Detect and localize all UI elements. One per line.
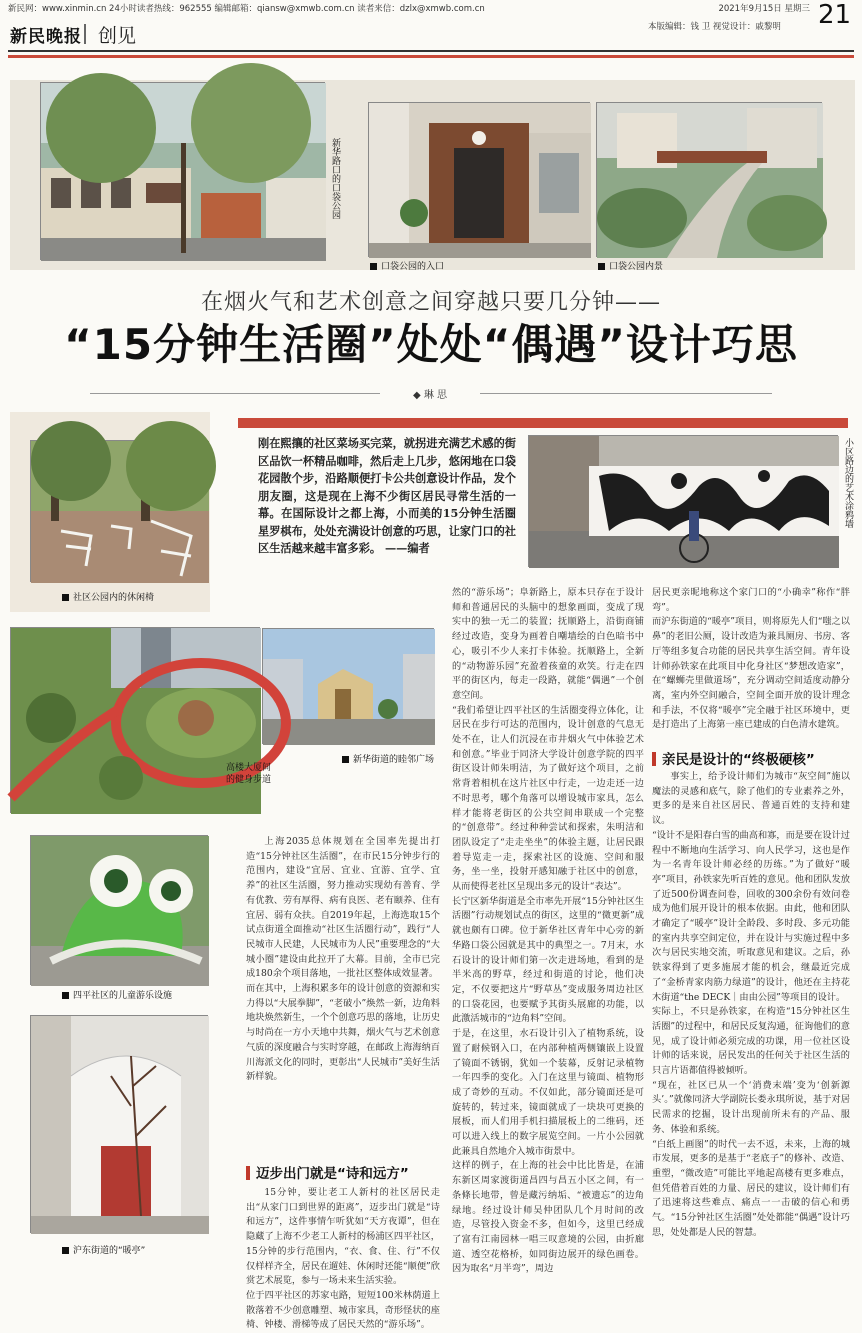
- body-column-right-2: [652, 770, 850, 1278]
- page-number: 21: [818, 0, 852, 30]
- body-left2-text: 15分钟，要让老工人新村的社区居民走出“从家门口到世界的距离”，迈步出门就是“诗和远方”，这件事情乍听犹如“天方夜谭”，但在隐藏了上海不少老工人新村的杨浦区四平社区，15分钟的步行范围内，“衣、食、住、行”不仅仅样样齐全，居民在遛娃、休闲时还能“顺便”欣赏艺术展览，参与一场未来生活实验。 位于四平社区的苏家屯路，短短100米林荫道上散落着不少创意雕塑、城市家具，奇形怪状的座椅、钟楼、滑梯等成了居民天然的“游乐场”。: [246, 1187, 440, 1331]
- caption-pocket-inside: 口袋公园内景: [598, 259, 663, 272]
- body-column-middle: [452, 586, 644, 1278]
- masthead-separator: [84, 24, 86, 44]
- photo-art-wall: [528, 435, 838, 567]
- caption-xinhua-square: 新华街道的睦邻广场: [342, 752, 434, 765]
- issue-date: 2021年9月15日 星期三: [718, 4, 810, 14]
- subheading-core: 亲民是设计的“终极硬核”: [652, 748, 815, 768]
- header-red-rule: [8, 55, 854, 58]
- caption-pocket-entrance: 口袋公园的入口: [370, 259, 444, 272]
- editor-credits: 本版编辑：钱 卫 视觉设计：戚黎明: [648, 22, 781, 32]
- caption-rest-chairs: 社区公园内的休闲椅: [62, 590, 154, 603]
- editor-intro: 刚在熙攘的社区菜场买完菜，就拐进充满艺术感的街区品饮一杯精品咖啡，然后走上几步，悠闲地在口袋花园散个步，沿路顺便打卡公共创意设计作品，发个朋友圈，这是现在上海不少街区居民寻常生活的一幕。在国际设计之都上海，小而美的15分钟生活圈星罗棋布，处处充满设计创意的巧思，让家门口的社区生活越来越丰富多彩。 ——编者: [258, 436, 516, 555]
- photo-elevated-walkway: [10, 627, 260, 813]
- subheading-poetry: 迈步出门就是“诗和远方”: [246, 1162, 409, 1182]
- author-byline: ◆ 琳 思: [380, 386, 480, 401]
- header-rule: [8, 50, 854, 52]
- caption-pocket-garden: 新华路口的口袋公园: [330, 138, 340, 219]
- newspaper-logo: 新民晚报: [10, 27, 82, 47]
- body-column-right: [652, 586, 850, 738]
- body-column-left: [246, 835, 440, 1157]
- body-column-left-2: [246, 1186, 440, 1331]
- body-right2-text: 事实上，给予设计师们为城市“灰空间”施以魔法的灵感和底气，除了他们的专业素养之外，更多的是来自社区居民、普通百姓的支持和建议。 “设计不是阳春白雪的曲高和寡，而是要在设计过程中不断地向生活学习、向人民学习，这也是作为一名青年设计师必经的历练。”为了做好“暖亭”项目，孙铁家先听百姓的意见。他和团队发放了近500份调查问卷，回收的300余份有效问卷成为他们展开设计的根本依据。由此，他和团队才确定了“暖亭”设计全龄段、多时段、多元功能的室内共享空间定位，并在设计与实施过程中多次与居民实地交流，听取意见和建议。之后，孙铁家得到了更多施展才能的机会，继最近完成了“金桥青家肉筋力绿道”的设计，他还在主持花木街道“the DECK｜由由公园”等项目的设计。 实际上，不只是孙铁家，在构造“15分钟社区生活圈”的过程中，和居民反复沟通，征询他们的意见，成了设计师必须完成的功课，用一位社区设计师的话来说，居民发出的任何关于社区生活的只言片语都值得被倾听。 “现在，社区已从一个‘消费末端’变为‘创新源头’。”就像同济大学副院长娄永琪所说，基于对居民需求的挖掘，设计出现前所未有的产品、服务、体验和系统。 “白纸上画图”的时代一去不返，未来，上海的城市发展，更多的是基于“老底子”的修补、改造、重塑，“微改造”可能比平地起高楼有更多难点，但凭借着百姓的力量、居民的建议，设计师们有了迅速将这些难点、痛点一一击破的信心和勇气。“15分钟社区生活圈”处处都能“偶遇”设计巧思，处处都是人民的智慧。: [652, 771, 850, 1238]
- caption-elevated-walk: 高楼大厦间的健身步道: [226, 763, 272, 785]
- caption-art-wall: 小区路边的艺术涂鸦墙: [843, 438, 853, 528]
- body-middle-text: 然的“游乐场”；阜新路上，原本只存在于设计师和普通居民的头脑中的想象画面，变成了现实中的独一无二的装置；抚顺路上，沿街商铺经过改造，变身为画着自嘲墙绘的白色暗书中心，吸引不少人来打卡体验。抚顺路上，全新的“动物游乐园”充盈着孩童的欢笑。行走在四平的街区内，每走一段路，就能“偶遇”一个创意空间。 “我们希望让四平社区的生活圈变得立体化，让居民在步行可达的范围内，设计创意的气息无处不在，让人们沉浸在市井烟火气中体验艺术和创意。”毕业于同济大学设计创意学院的四平街区设计师朱明洁，为了做好这个项目，之前常背着相机在这片社区中行走，一边走还一边不时思考，哪个角落可以增设城市家具，怎么样才能将老街区的公共空间串联成一个完整的“创意带”。经过种种尝试和探索，朱明洁和团队设定了“走走坐坐”的体验主题，让居民跟着导览走一走，探索社区的设施、空间和服务，坐一坐，投射开感知融于社区中的创意，从而使得老社区呈现出多元的设计“表达”。 长宁区新华街道是全市率先开展“15分钟社区生活圈”行动规划试点的街区，这里的“微更新”成就也颇有口碑。位于新华社区青年中心旁的新华路口袋公园就是其中的典型之一。7月末，水石设计的设计师们第一次走进场地，看到的是半米高的野草，经过和街道的讨论，他们决定，不仅要把这片“野草丛”变成服务周边社区的口袋花园，也要赋予其街头展廊的功能，以此激活城市的“边角料”空间。 于是，在这里，水石设计引入了植物系统，设置了耐候钢入口，在内部种植两侧镶嵌上设置了镜面不锈钢，犹如一个装幕，反射记录植物一年四季的变化。入门在这里与镜面、植物形成了奇妙的互动。不仅如此，部分镜面还是可旋转的，转过来，镜面就成了一块块可更换的展板，而人们用手机扫描展板上的二维码，还可以进入线上的数字展览空间。一片小公园就此兼具自然地介入城市街景中。 这样的例子，在上海的社会中比比皆是，在浦东新区周家渡街道昌四与昌五小区之间，有一条條长地带，曾是藏污纳垢、“被遗忘”的边角绿地。经过设计师吴仲团队几个月时间的改造，尽管投入资金不多，但如今，这里已经成了富有江南园林一唱三叹意境的公园，由折廊道、透空花格桥，如同街边展开的绿色画卷。因为取名“月半弯”，周边: [452, 587, 644, 1275]
- photo-pocket-garden-corner: [40, 82, 325, 260]
- photo-rest-chairs: [30, 440, 208, 582]
- caption-nuanheng: 沪东街道的“暖亭”: [62, 1243, 145, 1256]
- contact-info: 新民网：www.xinmin.cn 24小时读者热线：962555 编辑邮箱：qiansw@xmwb.com.cn 读者来信：dzlx@xmwb.com.cn: [8, 4, 485, 14]
- top-info-bar: [8, 2, 854, 16]
- body-right-text: 居民更亲昵地称这个家门口的“小确幸”称作“胖弯”。 而沪东街道的“暖亭”项目，则将原先人们“嗤之以鼻”的老旧公厕，设计改造为兼具厕房、书房、客厅等组多复合功能的居民共享生活空间。青年设计师孙铁家在此项目中化身社区“梦想改造家”，在“螺蛳壳里做道场”，充分调动空间适度动静分离，室内外空间融合，空间全面开放的设计理念和手法，不仅将“暖亭”完全融于社区环境中，更是打造出了上海第一座已建成的白色清水建筑。: [652, 587, 850, 731]
- article-headline: “15分钟生活圈”处处“偶遇”设计巧思: [64, 320, 798, 369]
- photo-kids-facility: [30, 835, 208, 985]
- intro-red-bar: [238, 418, 848, 428]
- caption-kids-facility: 四平社区的儿童游乐设施: [62, 988, 172, 1001]
- photo-nuanheng-pavilion: [30, 1015, 208, 1233]
- photo-pocket-garden-entrance: [368, 102, 590, 257]
- article-subtitle: 在烟火气和艺术创意之间穿越只要几分钟——: [200, 290, 661, 315]
- body-left-text: 上海2035总体规划在全国率先提出打造“15分钟社区生活圈”，在市民15分钟步行的范围内，建设“宜居、宜业、宜游、宜学、宜养”的社区生活圈，努力推动实现幼有善育、学有优教、劳有厚得、病有良医、老有颐养、住有宜居、弱有众扶。自2019年起，上海选取15个试点街道全面推动“社区生活圈行动”，践行“人民城市人民建，人民城市为人民”重要理念的“大城小圈”建设由此拉开了大幕。目前，全市已完成180余个项目落地，一批社区整体成效显著。 而在其中，上海积累多年的设计创意的资源和实力得以“大展拳脚”，“老破小”焕然一新，边角料地块焕然新生，一个个创意巧思的落地，让历史与时尚在一方小天地中共舞，烟火气与艺术创意气质的深度融合与实时穿越，在邮政上海海纳百川海派文化的同时，更彰出“人民城市”美好生活新样貌。: [246, 836, 440, 1083]
- photo-pocket-garden-inside: [596, 102, 822, 257]
- section-name: 创见: [98, 25, 137, 47]
